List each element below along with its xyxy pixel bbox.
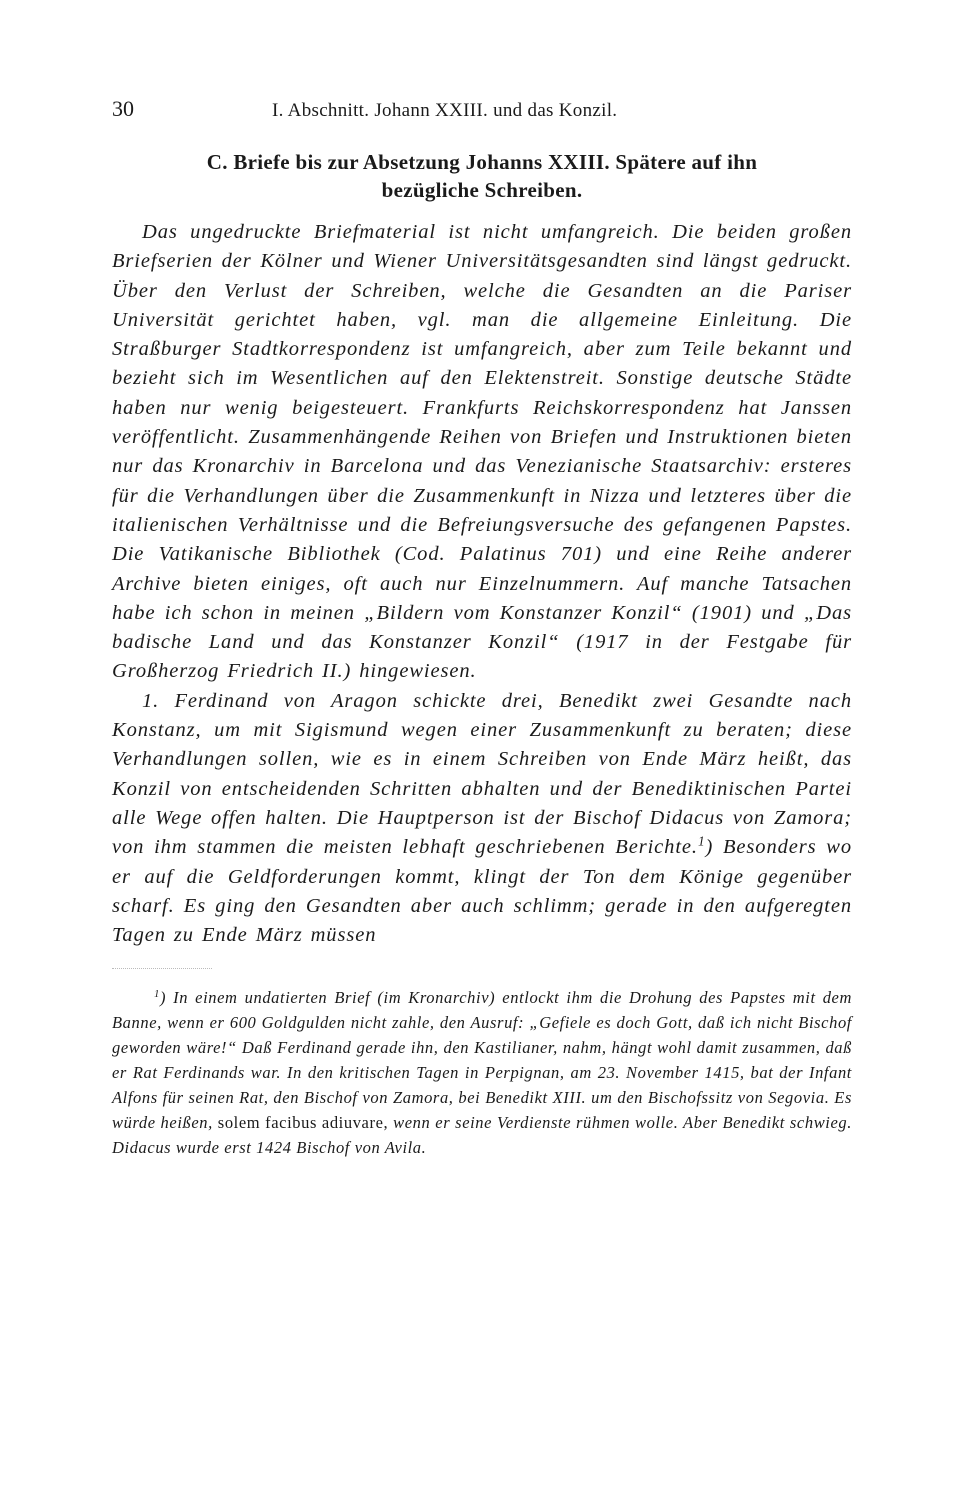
running-title: I. Abschnitt. Johann XXIII. und das Konzil. [272,100,618,121]
footnote-latin-phrase: solem facibus adiuvare, [217,1113,389,1133]
page-number: 30 [112,96,134,121]
footnote-marker: 1 [154,988,160,1001]
paragraph-1-text-a: 1. Ferdinand von Aragon schickte drei, Benedikt zwei Gesandte nach Konstanz, um mit Sigismund wegen einer Zusammenkunft zu beraten; diese Verhandlungen sollen, wie es in einem Schreiben von Ende März heißt, das Konzil von entscheidenden Schritten abhalten und der Benediktinischen Partei alle Wege offen halten. Die Hauptperson ist der Bischof Didacus von Zamora; von ihm stammen die meisten lebhaft geschriebenen Berichte. [112,689,852,859]
footnote-1 [112,985,852,1160]
section-heading-line-2: bezügliche Schreiben. [381,178,583,202]
footnote [112,985,852,1160]
section-heading-line-1: C. Briefe bis zur Absetzung Johanns XXIII. Spätere auf ihn [206,150,758,174]
footnote-text-b: wenn er seine Verdienste rühmen wolle. Aber Benedikt schwieg. Didacus wurde erst 1424 Bischof von Avila. [112,1113,852,1158]
footnote-text-a: ) In einem undatierten Brief (im Kronarchiv) entlockt ihm die Drohung des Papstes mit dem Banne, wenn er 600 Goldgulden nicht zahle, den Ausruf: „Gefiele es doch Gott, daß ich nicht Bischof geworden wäre!“ Daß Ferdinand gerade ihn, den Kastilianer, nahm, hängt wohl damit zusammen, daß er Rat Ferdinands war. In den kritischen Tagen in Perpignan, am 23. November 1415, bat der Infant Alfons für seinen Rat, den Bischof von Zamora, bei Benedikt XIII. um den Bischofssitz von Segovia. Es würde heißen, [112,988,852,1133]
running-head [112,96,852,136]
paragraph-1 [112,687,852,951]
book-page [112,96,852,1160]
paragraph-intro: Das ungedruckte Briefmaterial ist nicht umfangreich. Die beiden großen Briefserien der Kölner und Wiener Universitätsgesandten sind längst gedruckt. Über den Verlust der Schreiben, welche die Gesandten an die Pariser Universität gerichtet haben, vgl. man die allgemeine Einleitung. Die Straßburger Stadtkorrespondenz ist umfangreich, aber zum Teile bekannt und bezieht sich im Wesentlichen auf den Elektenstreit. Sonstige deutsche Städte haben nur wenig beigesteuert. Frankfurts Reichskorrespondenz hat Janssen veröffentlicht. Zusammenhängende Reihen von Briefen und Instruktionen bieten nur das Kronarchiv in Barcelona und das Venezianische Staatsarchiv: ersteres für die Verhandlungen über die Zusammenkunft in Nizza und letzteres über die italienischen Verhältnisse und die Befreiungsversuche des gefangenen Papstes. Die Vatikanische Bibliothek (Cod. Palatinus 701) und eine Reihe anderer Archive bieten einiges, oft auch nur Einzelnummern. Auf manche Tatsachen habe ich schon in meinen „Bildern vom Konstanzer Konzil“ (1901) und „Das badische Land und das Konstanzer Konzil“ (1917 in der Festgabe für Großherzog Friedrich II.) hingewiesen. [112,221,852,683]
footnote-reference[interactable]: 1 [697,833,706,849]
paragraph-1-text-b: ) Besonders wo er auf die Geldforderungen kommt, klingt der Ton dem Könige gegenüber scharf. Es ging den Gesandten aber auch schlimm; gerade in den aufgeregten Tagen zu Ende März müssen [112,836,852,947]
section-heading [132,148,832,204]
footnote-divider [112,968,212,975]
body-text [112,218,852,950]
